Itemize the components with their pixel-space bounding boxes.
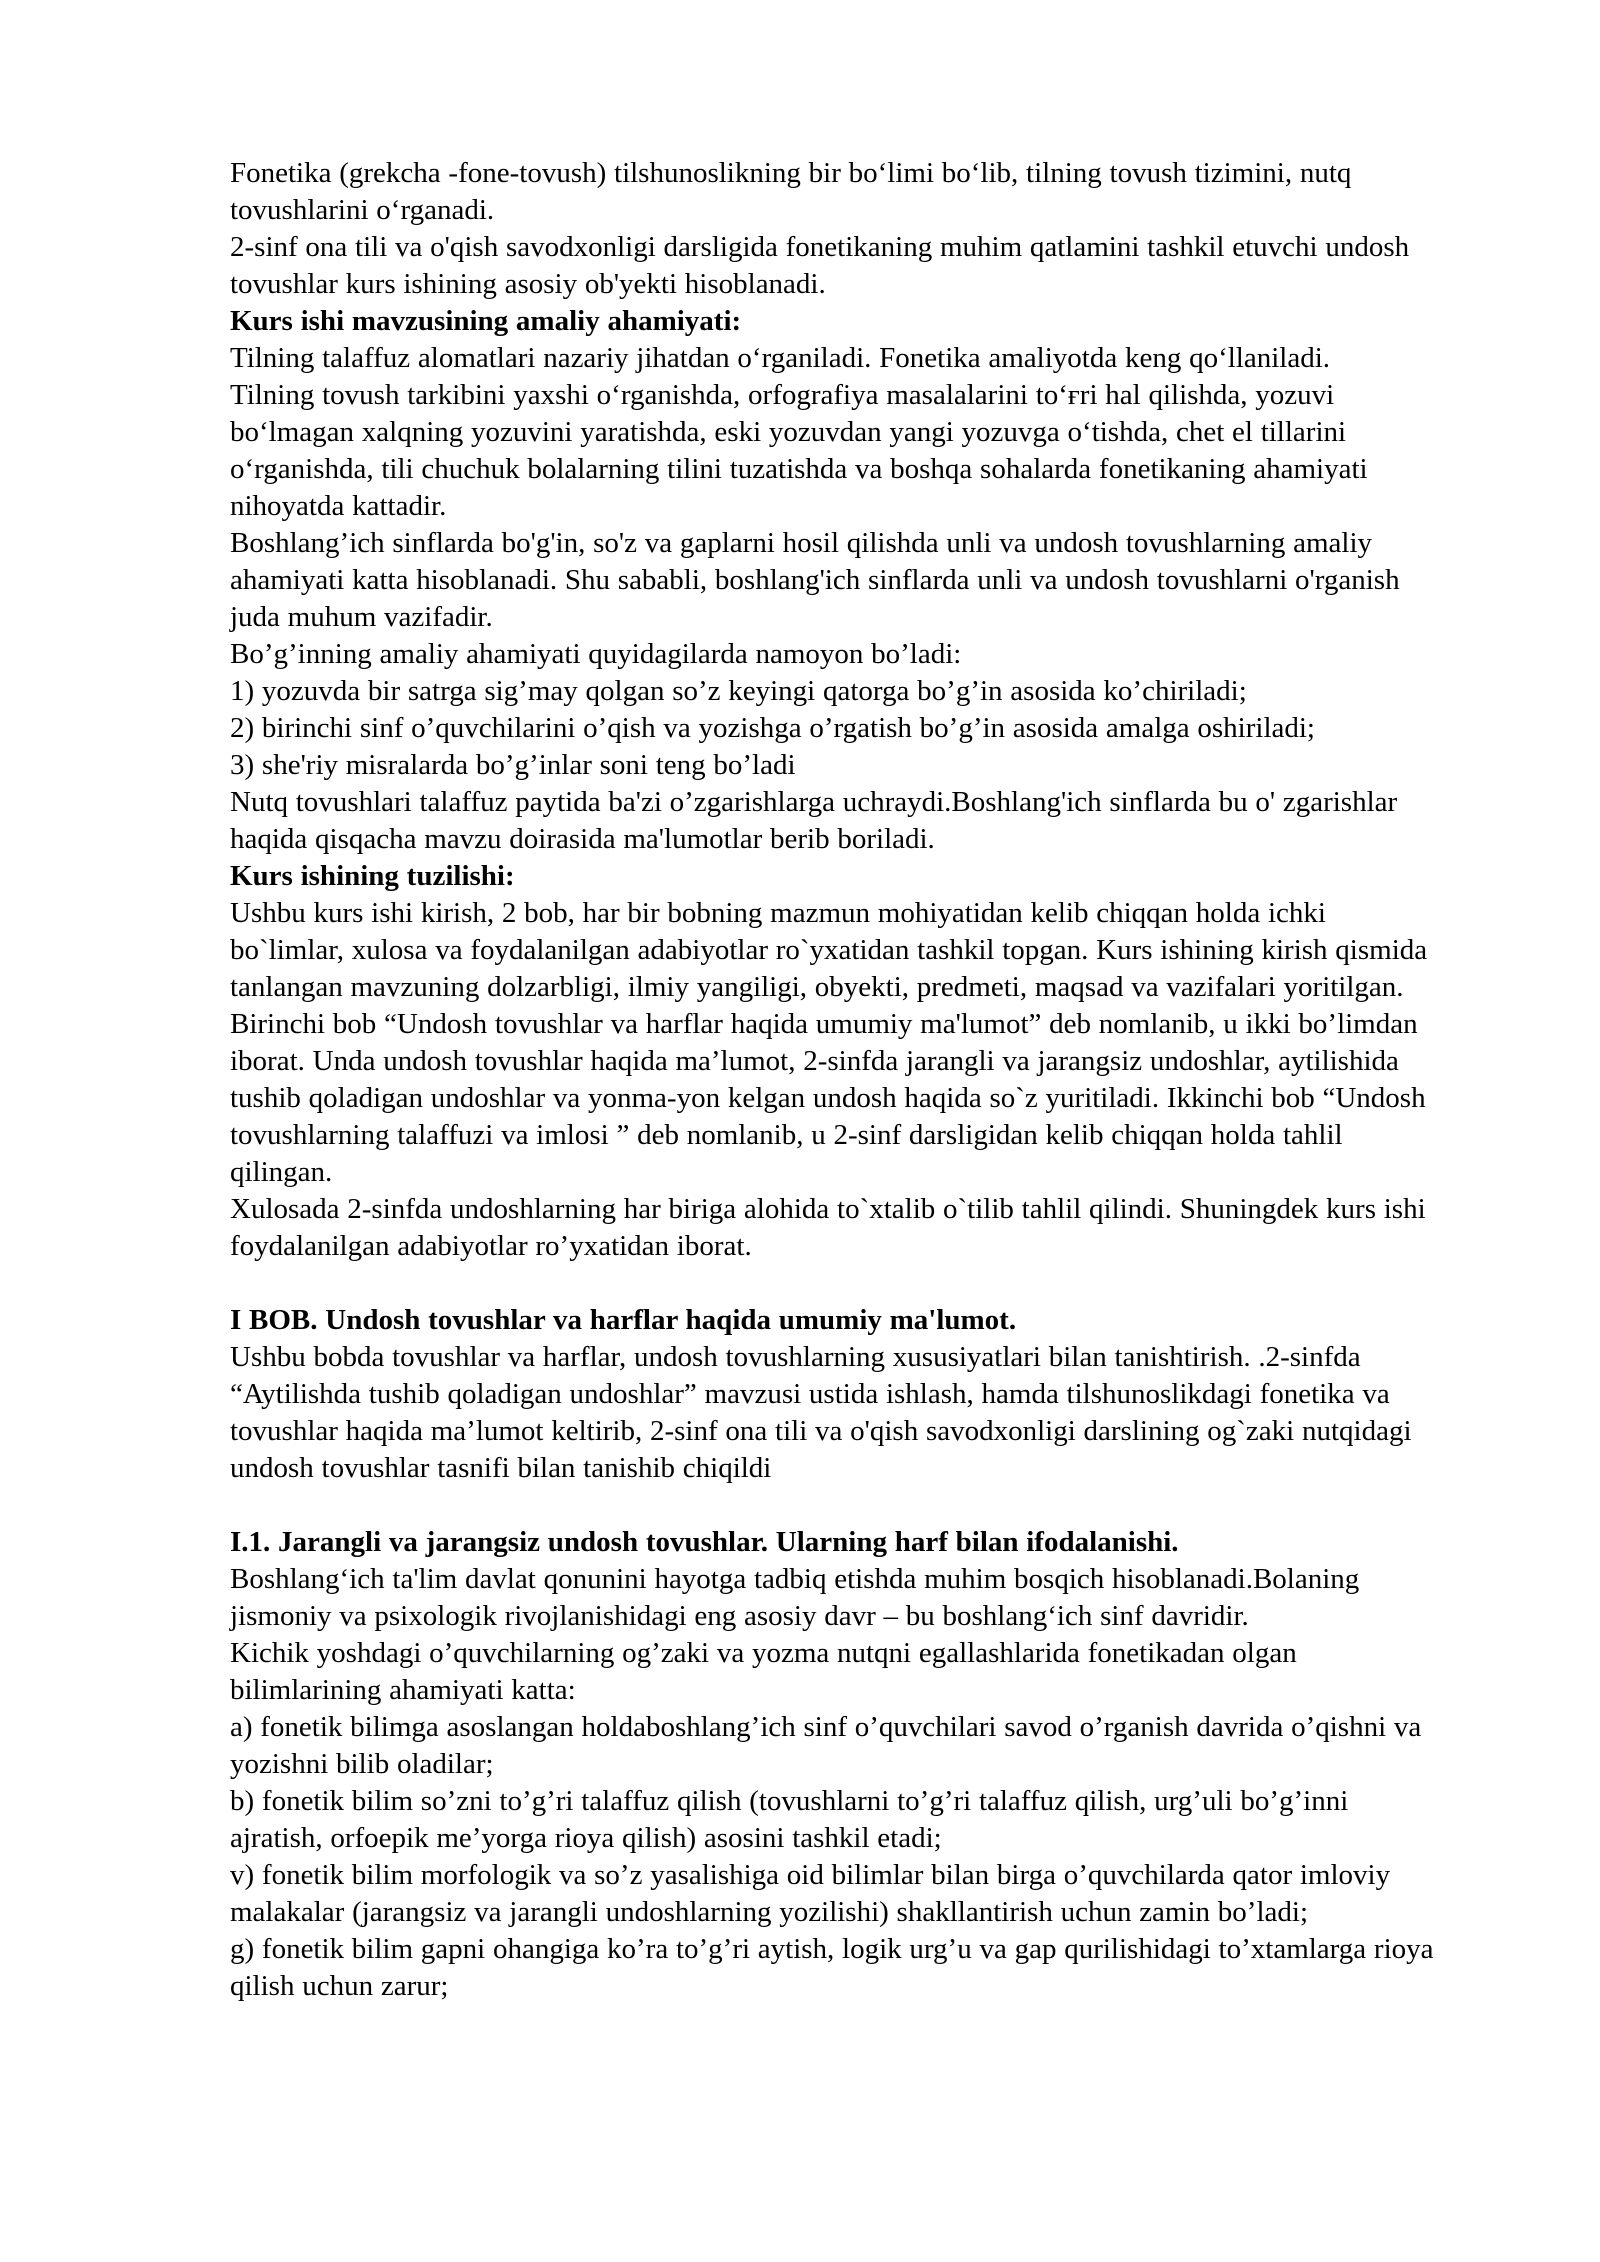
paragraph-boblar-tavsifi: Birinchi bob “Undosh tovushlar va harflar haqida umumiy ma'lumot” deb nomlanib, u ikki bo’limdan iborat. Unda undosh tovushlar haqida ma’lumot, 2-sinfda jarangli va jarangsiz undoshlar, aytilishida tushib qoladigan undoshlar va yonma-yon kelgan undosh haqida so`z yuritiladi. Ikkinchi bob “Undosh tovushlarning talaffuzi va imlosi ” deb nomlanib, u 2-sinf darsligidan kelib chiqqan holda tahlil qilingan.	[230, 1008, 1426, 1188]
list-item-2: 2) birinchi sinf o’quvchilarini o’qish va yozishga o’rgatish bo’g’in asosida amalga oshiriladi;	[230, 712, 1315, 744]
document-page	[230, 155, 1435, 2005]
list-item-g: g) fonetik bilim gapni ohangiga ko’ra to’g’ri aytish, logik urg’u va gap qurilishidagi to’xtamlarga rioya qilish uchun zarur;	[230, 1933, 1434, 2002]
paragraph-kurs-tarkibi: Ushbu kurs ishi kirish, 2 bob, har bir bobning mazmun mohiyatidan kelib chiqqan holda ichki bo`limlar, xulosa va foydalanilgan adabiyotlar ro`yxatidan tashkil topgan. Kurs ishining kirish qismida tanlangan mavzuning dolzarbligi, ilmiy yangiligi, obyekti, predmeti, maqsad va vazifalari yoritilgan.	[230, 897, 1428, 1003]
paragraph-talaffuz-alomatlari: Tilning talaffuz alomatlari nazariy jihatdan o‘rganiladi. Fonetika amaliyotda keng qo‘llaniladi.	[230, 342, 1331, 374]
chapter-heading-i-bob: I BOB. Undosh tovushlar va harflar haqida umumiy ma'lumot.	[230, 1304, 1017, 1336]
paragraph-bogin-ahamiyati: Bo’g’inning amaliy ahamiyati quyidagilarda namoyon bo’ladi:	[230, 638, 962, 670]
list-item-3: 3) she'riy misralarda bo’g’inlar soni teng bo’ladi	[230, 749, 796, 781]
list-item-b: b) fonetik bilim so’zni to’g’ri talaffuz qilish (tovushlarni to’g’ri talaffuz qilish, urg’uli bo’g’inni ajratish, orfoepik me’yorga rioya qilish) asosini tashkil etadi;	[230, 1785, 1349, 1854]
paragraph-fonetika-intro: Fonetika (grekcha -fone-tovush) tilshunoslikning bir bo‘limi bo‘lib, tilning tovush tizimini, nutq tovushlarini o‘rganadi.	[230, 157, 1352, 226]
paragraph-nutq-tovushlari: Nutq tovushlari talaffuz paytida ba'zi o’zgarishlarga uchraydi.Boshlang'ich sinflarda bu o' zgarishlar haqida qisqacha mavzu doirasida ma'lumotlar berib boriladi.	[230, 786, 1398, 855]
list-item-1: 1) yozuvda bir satrga sig’may qolgan so’z keyingi qatorga bo’g’in asosida ko’chiriladi;	[230, 675, 1247, 707]
paragraph-2sinf-object: 2-sinf ona tili va o'qish savodxonligi darsligida fonetikaning muhim qatlamini tashkil etuvchi undosh tovushlar kurs ishining asosiy ob'yekti hisoblanadi.	[230, 231, 1410, 300]
paragraph-boshlangich-talim: Boshlang‘ich ta'lim davlat qonunini hayotga tadbiq etishda muhim bosqich hisoblanadi.Bolaning jismoniy va psixologik rivojlanishidagi eng asosiy davr – bu boshlang‘ich sinf davridir.	[230, 1563, 1360, 1632]
list-item-a: a) fonetik bilimga asoslangan holdaboshlang’ich sinf o’quvchilari savod o’rganish davrida o’qishni va yozishni bilib oladilar;	[230, 1711, 1422, 1780]
list-item-v: v) fonetik bilim morfologik va so’z yasalishiga oid bilimlar bilan birga o’quvchilarda qator imloviy malakalar (jarangsiz va jarangli undoshlarning yozilishi) shakllantirish uchun zamin bo’ladi;	[230, 1859, 1391, 1928]
paragraph-kichik-yoshdagi: Kichik yoshdagi o’quvchilarning og’zaki va yozma nutqni egallashlarida fonetikadan olgan bilimlarining ahamiyati katta:	[230, 1637, 1297, 1706]
paragraph-tovush-tarkibi: Tilning tovush tarkibini yaxshi o‘rganishda, orfografiya masalalarini to‘ғri hal qilishda, yozuvi bo‘lmagan xalqning yozuvini yaratishda, eski yozuvdan yangi yozuvga o‘tishda, chet el tillarini o‘rganishda, tili chuchuk bolalarning tilini tuzatishda va boshqa sohalarda fonetikaning ahamiyati nihoyatda kattadir.	[230, 379, 1368, 522]
section-heading-tuzilishi: Kurs ishining tuzilishi:	[230, 860, 515, 892]
paragraph-bob-mazmuni: Ushbu bobda tovushlar va harflar, undosh tovushlarning xususiyatlari bilan tanishtirish. .2-sinfda “Aytilishda tushib qoladigan undoshlar” mavzusi ustida ishlash, hamda tilshunoslikdagi fonetika va tovushlar haqida ma’lumot keltirib, 2-sinf ona tili va o'qish savodxonligi darslining og`zaki nutqidagi undosh tovushlar tasnifi bilan tanishib chiqildi	[230, 1341, 1412, 1484]
section-heading-i-1: I.1. Jarangli va jarangsiz undosh tovushlar. Ularning harf bilan ifodalanishi.	[230, 1526, 1179, 1558]
paragraph-xulosa: Xulosada 2-sinfda undoshlarning har biriga alohida to`xtalib o`tilib tahlil qilindi. Shuningdek kurs ishi foydalanilgan adabiyotlar ro’yxatidan iborat.	[230, 1193, 1426, 1262]
section-heading-amaliy-ahamiyati: Kurs ishi mavzusining amaliy ahamiyati:	[230, 305, 742, 337]
paragraph-boshlangich-sinflar: Boshlang’ich sinflarda bo'g'in, so'z va gaplarni hosil qilishda unli va undosh tovushlarning amaliy ahamiyati katta hisoblanadi. Shu sababli, boshlang'ich sinflarda unli va undosh tovushlarni o'rganish juda muhum vazifadir.	[230, 527, 1400, 633]
